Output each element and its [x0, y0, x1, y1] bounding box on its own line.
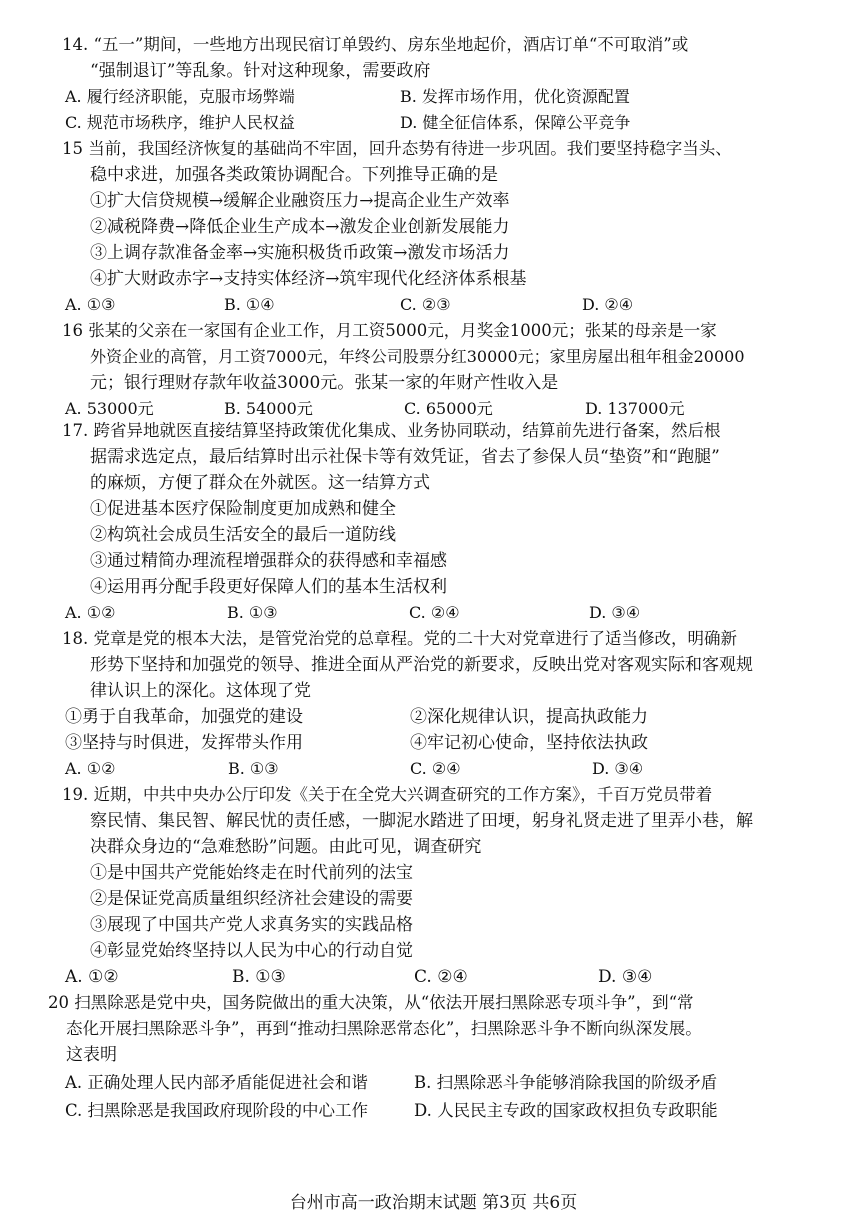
choice-a: A. 履行经济职能，克服市场弊端 [65, 87, 295, 106]
choice-b: B. ①③ [232, 967, 286, 987]
statement-3: ③通过精简办理流程增强群众的获得感和幸福感 [90, 551, 447, 571]
statement-1: ①促进基本医疗保险制度更加成熟和健全 [90, 499, 396, 519]
choice-d: D. ③④ [592, 759, 644, 778]
question-stem-line: 14. “五一”期间，一些地方出现民宿订单毁约、房东坐地起价，酒店订单“不可取消”或 [62, 35, 689, 54]
question-stem-line: 外资企业的高管，月工资7000元，年终公司股票分红30000元；家里房屋出租年租金20000 [90, 347, 745, 366]
statement-2: ②深化规律认识，提高执政能力 [410, 707, 648, 727]
statement-4: ④彰显党始终坚持以人民为中心的行动自觉 [90, 941, 413, 961]
choice-d: D. 人民民主专政的国家政权担负专政职能 [414, 1101, 718, 1120]
choice-d: D. ③④ [589, 603, 641, 622]
question-stem-line: 律认识上的深化。这体现了党 [90, 681, 311, 701]
choice-c: C. ②④ [409, 603, 460, 622]
choice-d: D. ②④ [582, 295, 634, 314]
question-stem-line: 18. 党章是党的根本大法，是管党治党的总章程。党的二十大对党章进行了适当修改，明确新 [62, 629, 737, 648]
choice-c: C. 65000元 [404, 399, 493, 418]
question-stem-line: 察民情、集民智、解民忧的责任感，一脚泥水踏进了田埂，躬身礼贤走进了里弄小巷，解 [90, 811, 753, 831]
statement-4: ④牢记初心使命，坚持依法执政 [410, 733, 648, 753]
choice-a: A. 53000元 [65, 399, 154, 418]
statement-2: ②构筑社会成员生活安全的最后一道防线 [90, 525, 396, 545]
question-stem-line: 20 扫黑除恶是党中央，国务院做出的重大决策，从“依法开展扫黑除恶专项斗争”，到“常 [48, 993, 694, 1012]
question-stem-line: 决群众身边的“急难愁盼”问题。由此可见，调查研究 [90, 837, 482, 857]
question-stem-line: 态化开展扫黑除恶斗争”，再到“推动扫黑除恶常态化”，扫黑除恶斗争不断向纵深发展。 [66, 1019, 702, 1038]
choice-c: C. ②③ [400, 295, 451, 314]
choice-d: D. ③④ [598, 967, 653, 987]
choice-d: D. 137000元 [585, 399, 685, 418]
statement-4: ④扩大财政赤字→支持实体经济→筑牢现代化经济体系根基 [90, 269, 527, 289]
choice-c: C. ②④ [414, 967, 468, 987]
statement-1: ①是中国共产党能始终走在时代前列的法宝 [90, 863, 413, 883]
choice-a: A. ①② [65, 603, 116, 622]
page-footer: 台州市高一政治期末试题 第3页 共6页 [289, 1193, 578, 1213]
statement-1: ①勇于自我革命，加强党的建设 [65, 707, 303, 727]
question-stem-line: 这表明 [66, 1045, 117, 1065]
choice-b: B. ①④ [224, 295, 275, 314]
statement-3: ③上调存款准备金率→实施积极货币政策→激发市场活力 [90, 243, 510, 263]
question-stem-line: 据需求选定点，最后结算时出示社保卡等有效凭证，省去了参保人员“垫资”和“跑腿” [90, 447, 720, 467]
statement-3: ③坚持与时俱进，发挥带头作用 [65, 733, 303, 753]
question-stem-line: 稳中求进，加强各类政策协调配合。下列推导正确的是 [90, 165, 498, 185]
choice-b: B. 发挥市场作用，优化资源配置 [400, 87, 630, 106]
statement-4: ④运用再分配手段更好保障人们的基本生活权利 [90, 577, 447, 597]
question-stem-line: 17. 跨省异地就医直接结算坚持政策优化集成、业务协同联动，结算前先进行备案，然后根 [62, 421, 721, 440]
choice-a: A. ①③ [65, 295, 116, 314]
choice-a: A. ①② [65, 759, 116, 778]
choice-a: A. ①② [65, 967, 119, 987]
question-stem-line: 形势下坚持和加强党的领导、推进全面从严治党的新要求，反映出党对客观实际和客观规 [90, 655, 753, 675]
question-stem-line: “强制退订”等乱象。针对这种现象，需要政府 [90, 61, 431, 81]
choice-a: A. 正确处理人民内部矛盾能促进社会和谐 [65, 1073, 368, 1092]
question-stem-line: 16 张某的父亲在一家国有企业工作，月工资5000元，月奖金1000元；张某的母亲是一家 [62, 321, 717, 340]
choice-b: B. ①③ [228, 759, 279, 778]
choice-c: C. ②④ [410, 759, 461, 778]
choice-d: D. 健全征信体系，保障公平竞争 [400, 113, 631, 132]
question-stem-line: 15 当前，我国经济恢复的基础尚不牢固，回升态势有待进一步巩固。我们要坚持稳字当头、 [62, 139, 732, 158]
statement-2: ②是保证党高质量组织经济社会建设的需要 [90, 889, 413, 909]
choice-c: C. 规范市场秩序，维护人民权益 [65, 113, 295, 132]
statement-1: ①扩大信贷规模→缓解企业融资压力→提高企业生产效率 [90, 191, 510, 211]
choice-b: B. 扫黑除恶斗争能够消除我国的阶级矛盾 [414, 1073, 718, 1092]
question-stem-line: 的麻烦，方便了群众在外就医。这一结算方式 [90, 473, 430, 493]
choice-c: C. 扫黑除恶是我国政府现阶段的中心工作 [65, 1101, 369, 1120]
choice-b: B. ①③ [227, 603, 278, 622]
statement-3: ③展现了中国共产党人求真务实的实践品格 [90, 915, 413, 935]
question-stem-line: 元；银行理财存款年收益3000元。张某一家的年财产性收入是 [90, 373, 559, 393]
question-stem-line: 19. 近期，中共中央办公厅印发《关于在全党大兴调查研究的工作方案》，千百万党员带着 [62, 785, 713, 804]
choice-b: B. 54000元 [224, 399, 313, 418]
statement-2: ②减税降费→降低企业生产成本→激发企业创新发展能力 [90, 217, 510, 237]
